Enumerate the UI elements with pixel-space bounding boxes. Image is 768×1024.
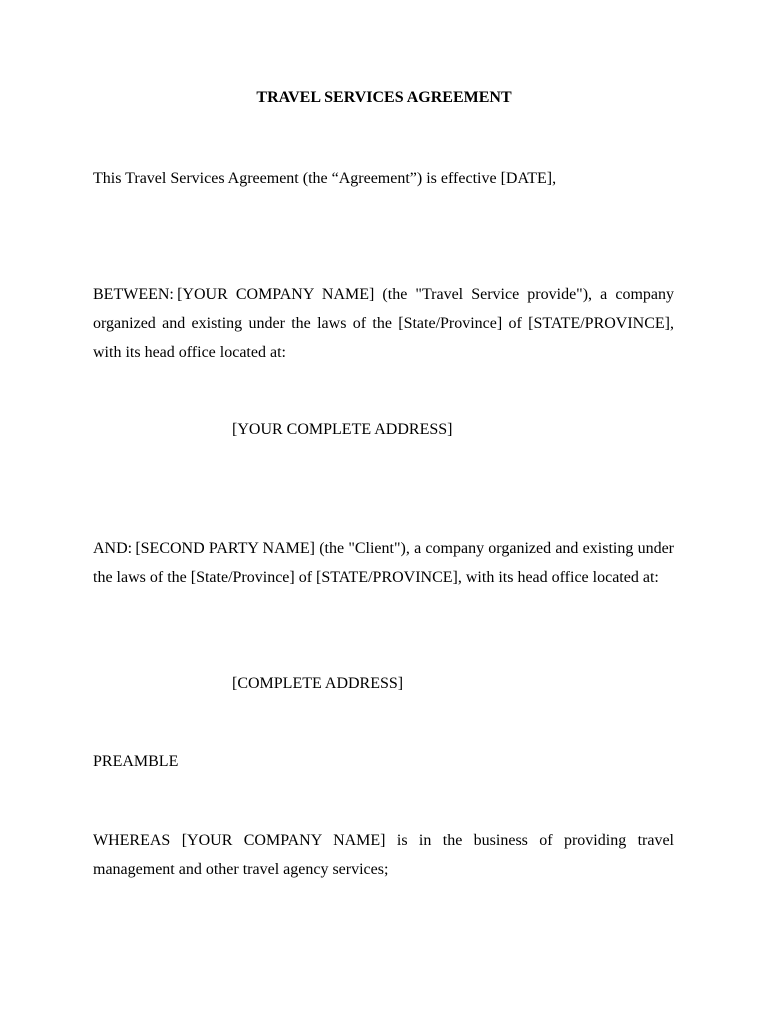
client-party-paragraph: AND: [SECOND PARTY NAME] (the "Client"), a company organized and existing under the laws of the [State/Province] of [STATE/PROVINCE], with its head office located at: — [93, 540, 674, 586]
provider-address: [YOUR COMPLETE ADDRESS] — [232, 421, 453, 438]
provider-party-paragraph: BETWEEN: [YOUR COMPANY NAME] (the "Travel Service provide"), a company organized and existing under the laws of the [State/Province] of [STATE/PROVINCE], with its head office located at: — [93, 286, 674, 361]
document-title: TRAVEL SERVICES AGREEMENT — [256, 89, 512, 106]
effective-date-paragraph: This Travel Services Agreement (the “Agreement”) is effective [DATE], — [93, 170, 557, 187]
client-address: [COMPLETE ADDRESS] — [232, 675, 404, 692]
preamble-heading: PREAMBLE — [93, 753, 179, 770]
whereas-paragraph: WHEREAS [YOUR COMPANY NAME] is in the business of providing travel management and other travel agency services; — [93, 832, 674, 878]
